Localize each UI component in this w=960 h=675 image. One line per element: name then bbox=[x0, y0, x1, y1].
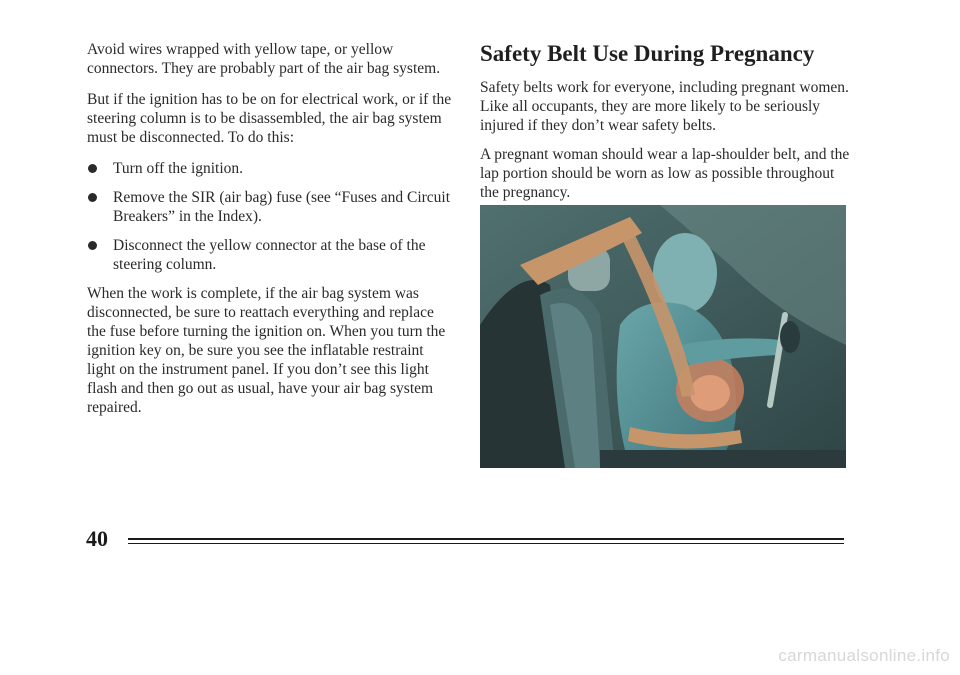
pregnant-woman-seatbelt-illustration bbox=[480, 205, 846, 468]
right-column bbox=[480, 40, 855, 212]
list-item: Turn off the ignition. bbox=[87, 159, 452, 178]
paragraph-lap-shoulder: A pregnant woman should wear a lap-shoulder belt, and the lap portion should be worn as low as possible throughout the pregnancy. bbox=[480, 146, 850, 201]
seatbelt-figure-svg bbox=[480, 205, 846, 468]
left-column bbox=[87, 40, 452, 429]
section-title: Safety Belt Use During Pregnancy bbox=[480, 41, 815, 66]
paragraph-work-complete: When the work is complete, if the air bag system was disconnected, be sure to reattach everything and replace the fuse before turning the ignition on. When you turn the ignition key on, be sure you see the inflatable restraint light on the instrument panel. If you don’t see this light flash and then go out as usual, have your air bag system repaired. bbox=[87, 285, 446, 416]
paragraph-ignition-work: But if the ignition has to be on for electrical work, or if the steering column is to be disassembled, the air bag system must be disconnected. To do this: bbox=[87, 91, 452, 146]
bullet-icon bbox=[88, 193, 97, 202]
steps-list bbox=[87, 159, 452, 274]
bullet-icon bbox=[88, 241, 97, 250]
list-item: Disconnect the yellow connector at the base of the steering column. bbox=[87, 236, 452, 274]
page-number: 40 bbox=[86, 526, 108, 551]
footer-rule-thin bbox=[128, 543, 844, 544]
steering-hub-shape bbox=[780, 321, 800, 353]
paragraph-avoid-wires: Avoid wires wrapped with yellow tape, or yellow connectors. They are probably part of the air bag system. bbox=[87, 41, 441, 77]
fetus-shape bbox=[690, 375, 730, 411]
floor-shape bbox=[600, 450, 846, 468]
list-item: Remove the SIR (air bag) fuse (see “Fuses and Circuit Breakers” in the Index). bbox=[87, 188, 452, 226]
watermark-text: carmanualsonline.info bbox=[778, 646, 950, 665]
bullet-icon bbox=[88, 164, 97, 173]
paragraph-belts-everyone: Safety belts work for everyone, including pregnant women. Like all occupants, they are more likely to be seriously injured if they don’t wear safety belts. bbox=[480, 79, 849, 134]
footer-rule bbox=[128, 538, 844, 540]
